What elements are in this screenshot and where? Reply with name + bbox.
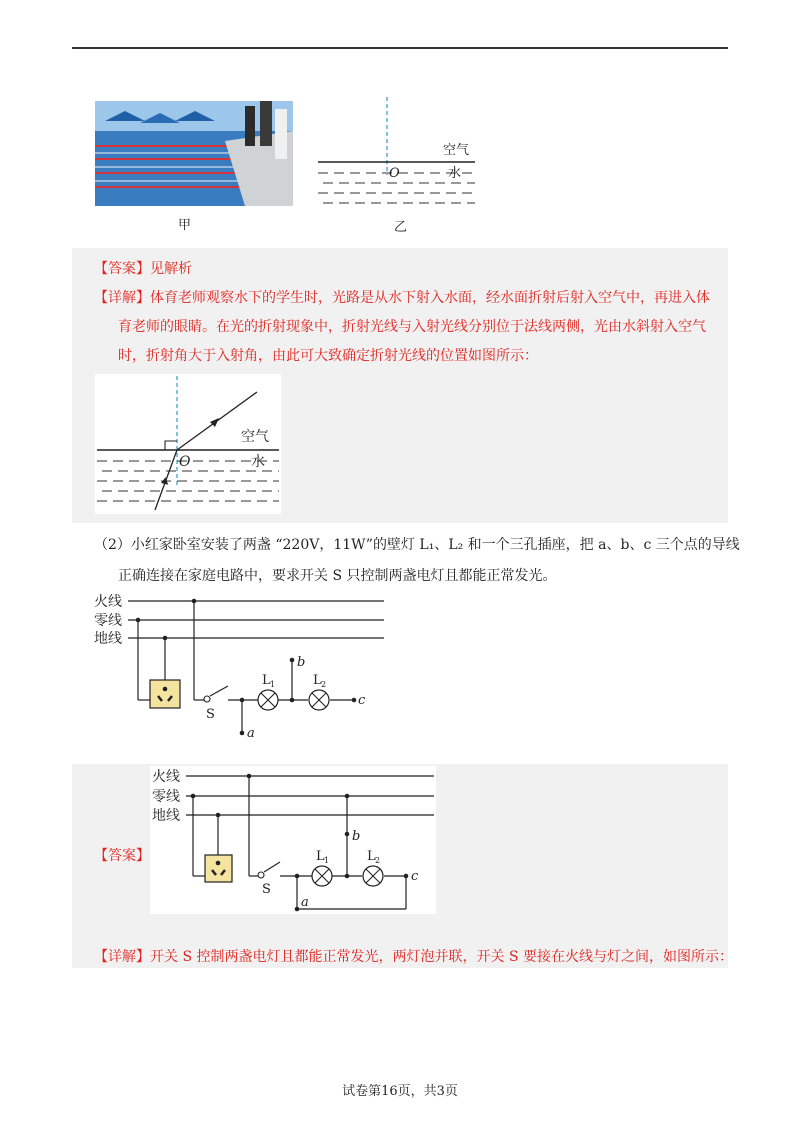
- answer1-text: 见解析: [150, 261, 192, 277]
- answer-label-lamp1: L: [316, 849, 325, 864]
- answer-label-air: 空气: [241, 429, 269, 445]
- answer-label-neutral: 零线: [152, 789, 180, 805]
- detail2-tag: 【详解】: [94, 949, 150, 965]
- page-footer: 试卷第16页，共3页: [342, 1084, 458, 1099]
- answer-circuit: [150, 766, 436, 914]
- label-jia: 甲: [178, 218, 192, 233]
- answer-label-lamp2-sub: 2: [375, 856, 381, 865]
- answer-label-ground: 地线: [152, 808, 180, 824]
- answer-label-a: a: [301, 895, 309, 910]
- answer-lamp1-icon: [312, 866, 332, 886]
- refraction-answer-diagram: [95, 374, 281, 514]
- answer1-tag: 【答案】: [94, 261, 150, 277]
- label-lamp2: L: [313, 673, 322, 688]
- refraction-question-diagram: [315, 95, 480, 220]
- point-o: O: [389, 166, 400, 181]
- answer-label-switch: S: [262, 882, 271, 897]
- answer2-tag: 【答案】: [94, 848, 150, 864]
- answer-label-water: 水: [251, 454, 265, 470]
- detail1-tag: 【详解】: [94, 290, 150, 306]
- label-yi: 乙: [394, 220, 408, 235]
- detail1-text-1: 体育老师观察水下的学生时，光路是从水下射入水面，经水面折射后射入空气中，再进入体: [150, 290, 710, 306]
- answer1-diagram-box: [95, 374, 281, 514]
- answer-label-c: c: [411, 869, 419, 884]
- header-rule: [72, 47, 728, 49]
- answer-lamp2-icon: [363, 866, 383, 886]
- label-lamp1-sub: 1: [270, 680, 276, 689]
- detail2-line: [94, 946, 733, 966]
- label-air: 空气: [443, 143, 470, 158]
- detail1-line1: [94, 287, 710, 307]
- label-c: c: [358, 693, 366, 708]
- question2-line2: 正确连接在家庭电路中，要求开关 S 只控制两盏电灯且都能正常发光。: [118, 568, 557, 584]
- socket-icon: [150, 680, 180, 708]
- detail1-line2: 育老师的眼睛。在光的折射现象中，折射光线与入射光线分别位于法线两侧，光由水斜射入空气: [118, 319, 706, 335]
- question-circuit: [92, 588, 392, 743]
- label-b: b: [297, 655, 306, 670]
- swimming-pool-photo: [95, 101, 293, 206]
- lamp2-icon: [309, 690, 329, 710]
- label-switch: S: [206, 707, 215, 722]
- label-neutral: 零线: [94, 613, 122, 629]
- lamp1-icon: [258, 690, 278, 710]
- question2-line1: （2）小红家卧室安装了两盏 “220V，11W”的壁灯 L₁、L₂ 和一个三孔插座，把 a、b、c 三个点的导线: [94, 537, 740, 553]
- answer-label-lamp2: L: [367, 849, 376, 864]
- detail2-text: 开关 S 控制两盏电灯且都能正常发光，两灯泡并联，开关 S 要接在火线与灯之间，如图所示：: [150, 949, 733, 965]
- answer-label-lamp1-sub: 1: [324, 856, 330, 865]
- answer-label-b: b: [352, 829, 361, 844]
- label-ground: 地线: [94, 631, 122, 647]
- answer1-line: [94, 258, 192, 278]
- label-live: 火线: [94, 594, 122, 610]
- detail1-line3: 时，折射角大于入射角，由此可大致确定折射光线的位置如图所示：: [118, 348, 538, 364]
- answer-point-o: O: [179, 454, 191, 470]
- answer-socket-icon: [205, 855, 232, 882]
- label-a: a: [247, 726, 255, 741]
- answer-label-live: 火线: [152, 769, 180, 785]
- label-water: 水: [448, 166, 462, 181]
- label-lamp1: L: [262, 673, 271, 688]
- answer-circuit-box: [150, 766, 436, 914]
- label-lamp2-sub: 2: [321, 680, 327, 689]
